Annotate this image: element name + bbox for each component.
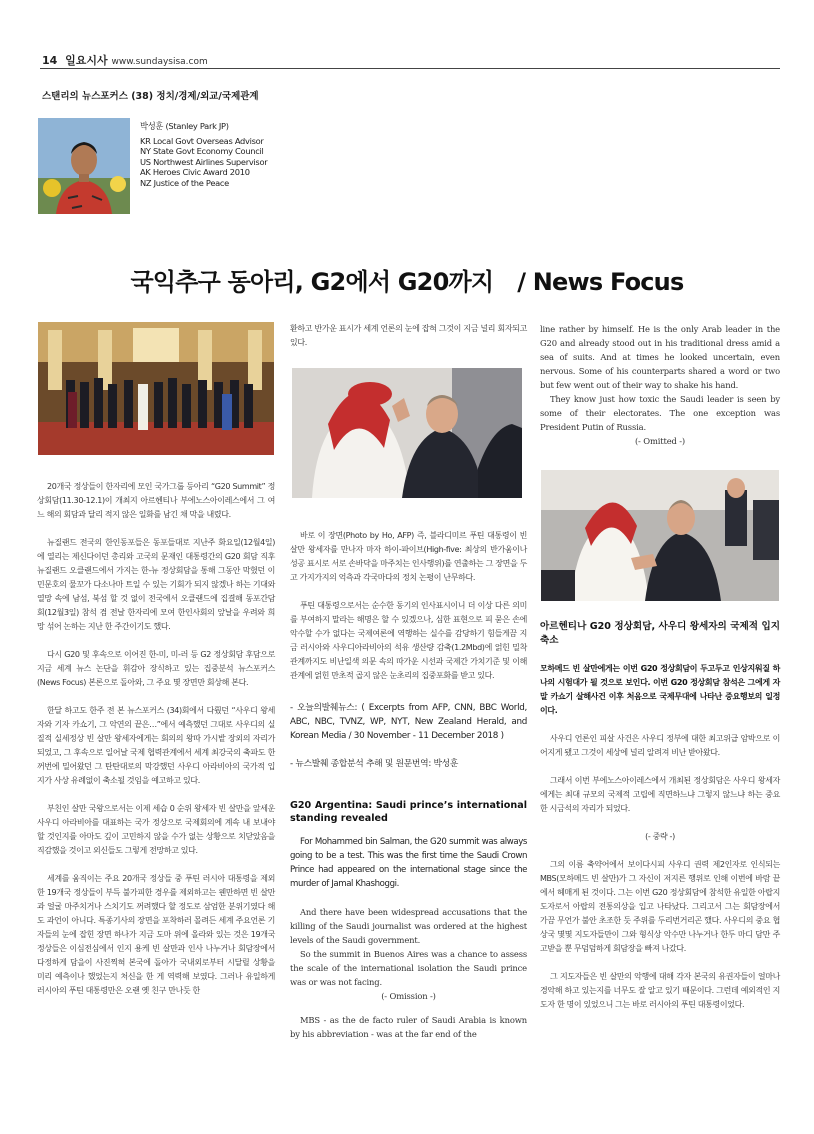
paragraph: 사우디 언론인 피살 사건은 사우디 정부에 대한 최고위급 암박으로 이어지게 됐고 그것이 세상에 널리 알려져 비난 받아왔다. <box>540 734 780 757</box>
paragraph: They know just how toxic the Saudi leader is seen by some of their electorates. The one exception was President Putin of Russia. <box>540 394 780 432</box>
korean-subheading: 아르헨티나 G20 정상회담, 사우디 왕세자의 국제적 입지 축소 <box>540 621 780 646</box>
paragraph: line rather by himself. He is the only Arab leader in the G20 and already stood out in his traditional dress amid a sea of suits. And at times he looked uncertain, even nervous. Some of his counterparts shared a word or two but few went out of their way to shake his hand. <box>540 324 780 390</box>
paragraph: 그래서 이번 부에노스아이레스에서 개최된 정상회담은 사우디 왕세자에게는 최대 규모의 국제적 고립에 직면하느냐 그렇지 않느냐 하는 중요한 시금석의 자리가 되었다. <box>540 776 780 813</box>
headline <box>0 262 814 297</box>
author-title: US Northwest Airlines Supervisor <box>140 156 268 167</box>
paragraph: 환하고 반가운 표시가 세계 언론의 눈에 잡혀 그것이 지금 널리 회자되고 있다. <box>290 324 527 347</box>
headline-suffix: / News Focus <box>517 268 684 296</box>
author-title: NY State Govt Economy Council <box>140 146 264 157</box>
paragraph: 20개국 정상들이 한자리에 모인 국가그룹 등아리 “G20 Summit” 정상회담(11.30-12.1)이 개최지 아르헨티나 부에노스아이레스에서 그 여느 해의 회담과 달리 적지 않은 일화를 남긴 채 막을 내렸다. <box>37 482 275 519</box>
column-middle <box>290 529 527 1055</box>
headline-main: 국익추구 동아리, G2에서 G20까지 <box>130 268 494 296</box>
header-rule <box>40 68 780 69</box>
paragraph: 바로 이 장면(Photo by Ho, AFP) 즉, 블라디미르 푸틴 대통령이 빈 살만 왕세자를 만나자 마자 하이-파이브(High-five: 최상의 반가움이나 성공 표시로 서로 손바닥을 마주치는 인사행위)를 연출하는 그 장면을 두고 가지가지의 억측과 각국마다의 정치 논평이 난무하다. <box>290 531 527 582</box>
publication-url[interactable]: www.sundaysisa.com <box>111 57 208 67</box>
paragraph: 세계를 움직이는 주요 20개국 정상들 중 푸틴 러시아 대통령을 제외한 19개국 정상들이 부득 불가피한 경우를 제외하고는 웬만하면 빈 살만과 얼굴 마주치거나 스치기도 꺼려했다 할 정도로 삼엄한 분위기였다 해도 과언이 아니다. 특종기사의 장면을 포착하러 몰려든 세계 주요언론 기자들의 눈에 잡힌 장면 하나가 지금 도마 위에 올라와 있는 것은 19개국 정상들은 이심전심에서 인지 용케 빈 살만과 인사 나누거나 회담장에서 다정하게 담을이 사진찍혀 본국에 돌아가 국내외로부터 시달릴 상황을 미리 예측이나 했었는지 처신을 한 게 역력해 보였다. 그러나 유일하게 러시아의 푸틴 대통령만은 오랜 옛 친구 만나듯 한 <box>37 874 275 995</box>
page-header <box>42 52 208 68</box>
paragraph: MBS - as the de facto ruler of Saudi Arabia is known by his abbreviation - was at the far end of the <box>290 1015 527 1039</box>
author-name: 박성훈 (Stanley Park JP) <box>140 121 229 131</box>
korean-lead: 모하메드 빈 살만에게는 이번 G20 정상회담이 두고두고 인상지워질 하나의 시험대가 될 것으로 보인다. 이번 G20 정상회담 참석은 그에게 자말 카쇼기 살해사건 이후 처음으로 국제무대에 나타난 중요행보의 일정이다. <box>540 664 780 715</box>
paragraph: 그의 이름 축약어에서 보이다시피 사우디 권력 제2인자로 인식되는 MBS(모하메드 빈 살만)가 그 자신이 저지른 행위로 인해 이번에 바람 끝에서 헤매게 된 것이다. 그는 이번 G20 정상회담에 참석한 유일한 아랍지도자로서 아랍의 전통의상을 입고 나타났다. 그리고서 그는 회담장에서 가끔 무언가 불안 초조한 듯 주위를 두리번거리곤 했다. 사우디의 중요 협상국 몇몇 지도자들만이 그와 형식상 악수만 나누거나 한두 마디 담만 주고받을 뿐 무덤덤하게 회담장을 빠져 나갔다. <box>540 860 780 953</box>
g20-group-photo <box>38 322 274 455</box>
page-number: 14 <box>42 54 58 67</box>
column-left <box>37 480 275 1012</box>
sources-note: - 오늘의발췌뉴스: ( Excerpts from AFP, CNN, BBC World, ABC, NBC, TVNZ, WP, NYT, New Zealand Herald, and Korean Media / 30 November - 11 December 2018 ) <box>290 703 527 741</box>
author-title: KR Local Govt Overseas Advisor <box>140 135 264 146</box>
column-right-top <box>540 322 780 462</box>
author-title: AK Heroes Civic Award 2010 <box>140 167 250 178</box>
publication-name: 일요시사 <box>65 54 108 67</box>
english-lead: For Mohammed bin Salman, the G20 summit was always going to be a test. This was the first time the Saudi Crown Prince had appeared on the international stage since the murder of Jamal Khashoggi. <box>290 837 527 889</box>
paragraph: 다시 G20 및 후속으로 이어진 한-미, 미-러 등 G2 정상회담 후담으로 지금 세계 뉴스 논단을 휘감아 장식하고 있는 집중분석 뉴스포커스(News Focus) 본론으로 돌아와, 그 주요 몇 장면만 회상해 본다. <box>37 650 275 687</box>
paragraph: 뉴질랜드 전국의 한인동포들은 동포들대로 지난주 화요일(12월4일)에 열리는 제신다이던 총리와 고국의 문재인 대통령간의 G20 회담 직후 뉴질랜드 오클랜드에서 가지는 한-뉴 정상회담을 통해 그동안 막혔던 이민문호의 물꼬가 다소나마 트일 수 있는 기회가 되지 않겠나 하는 기대와 열망 속에 남섬, 북섬 할 것 없이 전국에서 오클랜드에 집결해 동포간담회(12월3일) 참석 겸 전날 한자리에 모여 한인사회의 앞날을 우려와 희망 섞어 논하는 지난 한 주간이기도 했다. <box>37 538 275 631</box>
translator-note: - 뉴스발췌 종합분석 추해 및 원문번역: 박성훈 <box>290 759 459 769</box>
author-title: NZ Justice of the Peace <box>140 177 229 188</box>
paragraph: 한달 하고도 한주 전 본 뉴스포커스 (34)회에서 다뤘던 “사우디 왕세자와 기자 카쇼기, 그 악연의 끝은…”에서 예측했던 그대로 사우디의 실질적 실세정상 빈 살만 왕세자에게는 회의의 왕따 가시밭 장외의 자리가 되었고, 그 후속으로 일어날 국제 협력관계에서 세계 최강국의 축파도 한꺼번에 밀어왔던 그 탄탄대로의 막강했던 사우디 아라비아의 국가적 입지가 사상 유례없이 축소될 것임을 예고하고 있다. <box>37 706 275 785</box>
paragraph: And there have been widespread accusations that the killing of the Saudi journalist was ordered at the highest levels of the Saudi government. <box>290 907 527 945</box>
omitted-mark: (- Omitted -) <box>634 436 686 446</box>
section-title: 스탠리의 뉴스포커스 (38) 정치/경제/외교/국제관계 <box>42 91 259 102</box>
paragraph: 그 지도자들은 빈 살만의 악행에 대해 각자 본국의 유권자들이 얼마나 경악해 하고 있는지를 너무도 잘 알고 있기 때문이다. 그런데 예외적인 지도자 한 명이 있었으니 그는 바로 러시아의 푸틴 대통령이었다. <box>540 972 780 1009</box>
putin-mbs-handshake-photo <box>541 470 779 601</box>
author-portrait <box>38 118 130 214</box>
omission-mark: (- Omission -) <box>381 991 436 1001</box>
putin-mbs-highfive-photo <box>292 368 522 498</box>
paragraph: 푸틴 대통령으로서는 순수한 동기의 인사표시이니 더 이상 다른 의미를 부여하지 말라는 해명은 할 수 있겠으나, 심한 표현으로 피 묻은 손에 악수할 수가 없다는 국제여론에 역행하는 실수를 감당하기 힘들게끔 지금 러시아와 사우디아라비아의 석유 생산량 감축(1.2Mbd)에 얽힌 밀착관계까지도 비난일색 의문 속의 따가운 시선과 국제간 가치기준 및 이해관계에 얽힌 만초적 곱지 않은 눈초리의 집중포화를 받고 있다. <box>290 601 527 680</box>
middle-omission-mark: (- 중략 -) <box>645 832 675 841</box>
paragraph: So the summit in Buenos Aires was a chance to assess the scale of the international isolation the Saudi prince was or was not facing. <box>290 949 527 987</box>
author-bio <box>140 121 267 189</box>
english-subheading: G20 Argentina: Saudi prince’s international standing revealed <box>290 800 527 824</box>
column-middle-top <box>290 322 527 364</box>
column-right <box>540 620 780 1026</box>
paragraph: 부친인 살만 국왕으로서는 이제 세습 0 순위 왕세자 빈 살만을 앞세운 사우디 아라비아를 대표하는 국가 정상으로 국제회의에 계속 내 보내야 할 것인지를 아마도 깊이 고민하지 않을 수가 없는 상황으로 치닫았음을 직감했을 것이고 외신들도 그렇게 전망하고 있다. <box>37 804 275 855</box>
